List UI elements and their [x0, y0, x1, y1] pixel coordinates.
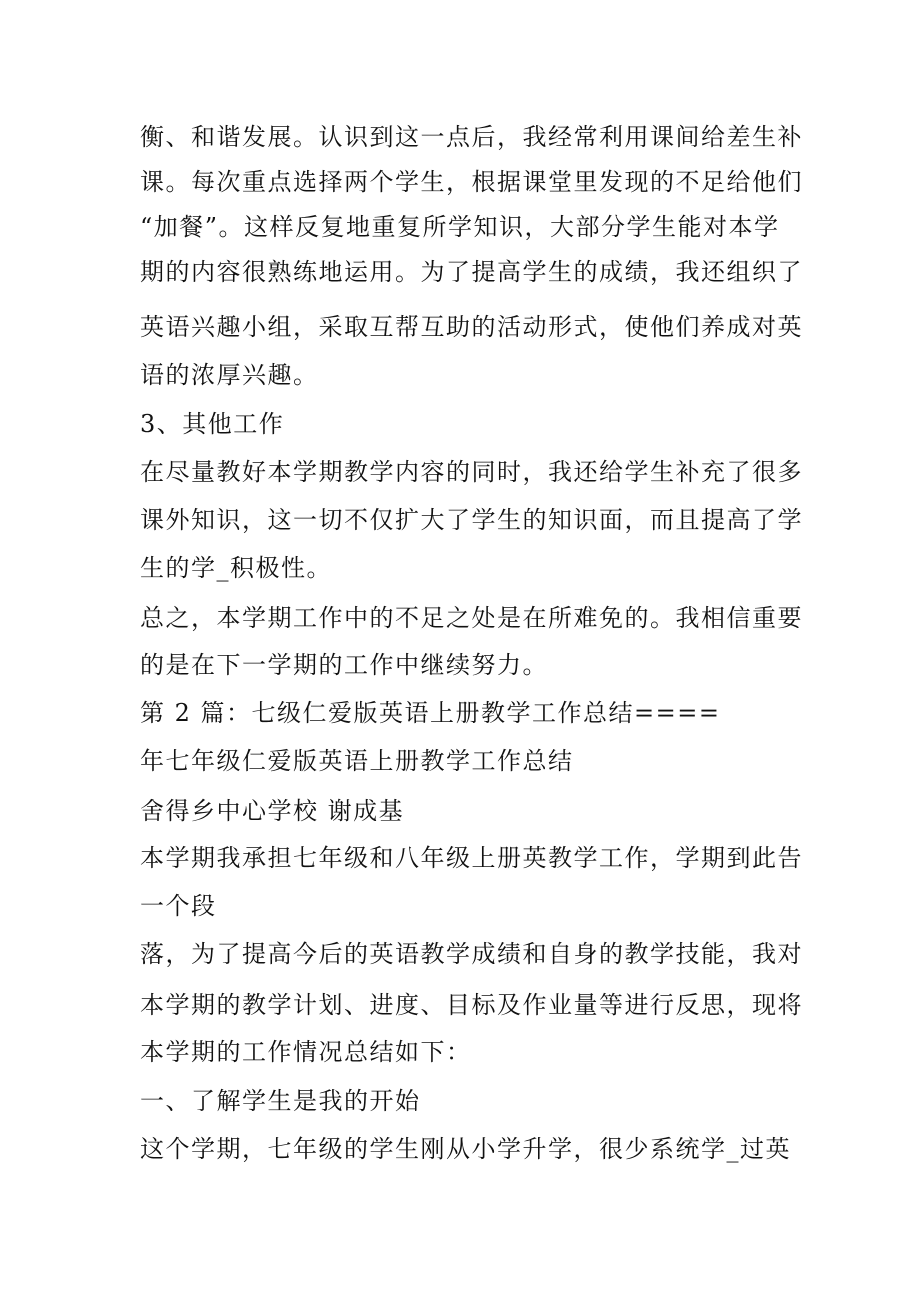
text-line: 英语兴趣小组，采取互帮互助的活动形式，使他们养成对英 [140, 313, 803, 341]
text-line: 在尽量教好本学期教学内容的同时，我还给学生补充了很多 [140, 458, 803, 486]
text-line: 本学期的教学计划、进度、目标及作业量等进行反思，现将 [140, 991, 803, 1019]
section-heading: 一、了解学生是我的开始 [140, 1087, 421, 1115]
text-line: 总之，本学期工作中的不足之处是在所难免的。我相信重要 [140, 604, 803, 632]
text-line: 落，为了提高今后的英语教学成绩和自身的教学技能，我对 [140, 940, 803, 968]
section-heading: 3、其他工作 [140, 410, 285, 438]
text-line: 衡、和谐发展。认识到这一点后，我经常利用课间给差生补 [140, 123, 803, 151]
text-line: 本学期我承担七年级和八年级上册英教学工作，学期到此告 [140, 844, 803, 872]
text-line: 期的内容很熟练地运用。为了提高学生的成绩，我还组织了 [140, 258, 803, 286]
article-title: 年七年级仁爱版英语上册教学工作总结 [140, 747, 574, 775]
text-line: 课外知识，这一切不仅扩大了学生的知识面，而且提高了学 [140, 506, 803, 534]
article-heading: 第 2 篇：七级仁爱版英语上册教学工作总结==== [140, 699, 721, 727]
text-line: 语的浓厚兴趣。 [140, 361, 319, 389]
author-line: 舍得乡中心学校 谢成基 [140, 797, 405, 825]
text-line: 生的学_积极性。 [140, 554, 332, 582]
text-line: 一个段 [140, 892, 217, 920]
text-line: “加餐”。这样反复地重复所学知识，大部分学生能对本学 [140, 213, 780, 241]
text-line: 本学期的工作情况总结如下： [140, 1038, 472, 1066]
text-line: 这个学期，七年级的学生刚从小学升学，很少系统学_过英 [140, 1135, 791, 1163]
text-line: 的是在下一学期的工作中继续努力。 [140, 651, 548, 679]
text-line: 课。每次重点选择两个学生，根据课堂里发现的不足给他们 [140, 168, 803, 196]
